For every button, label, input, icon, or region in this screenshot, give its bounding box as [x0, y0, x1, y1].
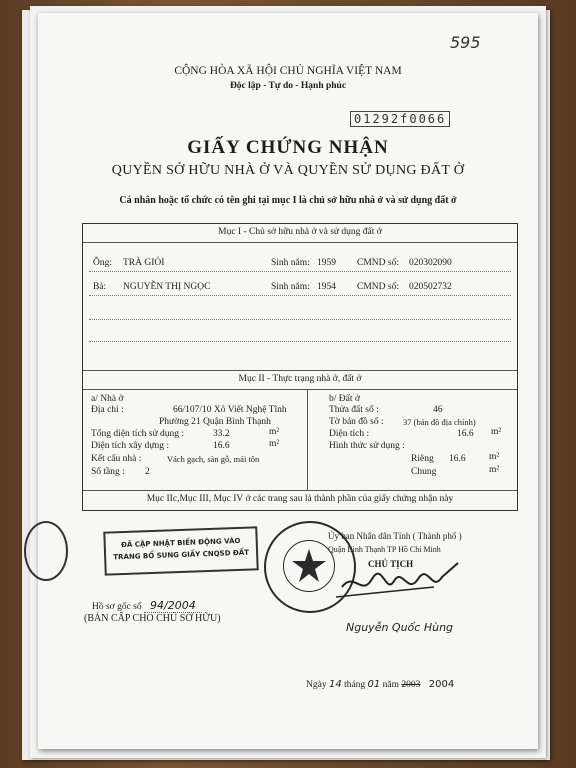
day-value: 14	[328, 679, 342, 690]
intro-line: Cá nhân hoặc tổ chức có tên ghi tại mục I là chủ sở hữu nhà ở và sử dụng đất ở	[119, 195, 457, 206]
land-label: b/ Đất ở	[329, 394, 360, 404]
records-label: Hồ sơ gốc số	[92, 602, 142, 612]
copy-note: (BẢN CẤP CHO CHỦ SỞ HỮU)	[84, 613, 221, 624]
seal-emblem	[283, 540, 335, 592]
land-area: 16.6	[457, 429, 474, 439]
land-area-label: Diện tích :	[329, 429, 370, 439]
records-number: 94/2004	[144, 599, 202, 613]
partial-seal-left	[24, 521, 68, 581]
address-label: Địa chỉ :	[91, 405, 124, 415]
id-label: CMND số:	[357, 258, 399, 268]
private-area: 16.6	[449, 454, 466, 464]
records-line	[92, 599, 202, 612]
shared-label: Chung	[411, 467, 437, 477]
update-stamp-line2: TRANG BỔ SUNG GIẤY CNQSD ĐẤT	[113, 548, 250, 562]
month-label: tháng	[344, 680, 366, 690]
private-label: Riêng	[411, 454, 434, 464]
month-value: 01	[367, 679, 381, 690]
birth-year: 1954	[317, 282, 336, 292]
map-number: 37 (bản đồ địa chính)	[403, 417, 476, 427]
owner-name: NGUYỄN THỊ NGỌC	[123, 282, 211, 292]
map-label: Tờ bản đồ số :	[329, 417, 384, 427]
handwritten-number: 595	[450, 33, 481, 52]
section2-heading: Mục II - Thực trạng nhà ở, đất ở	[238, 374, 362, 384]
serial-box	[350, 110, 450, 128]
area-unit: m²	[269, 427, 280, 437]
certificate-page	[38, 13, 538, 749]
day-label: Ngày	[306, 680, 327, 690]
id-number: 020502732	[409, 282, 452, 292]
issuer-role: CHỦ TỊCH	[368, 559, 414, 569]
nation-heading: CỘNG HÒA XÃ HỘI CHỦ NGHĨA VIỆT NAM	[174, 65, 402, 77]
section1-heading: Mục I - Chủ sở hữu nhà ở và sử dụng đất ở	[218, 227, 382, 237]
use-label: Hình thức sử dụng :	[329, 441, 405, 451]
birth-label: Sinh năm:	[271, 258, 310, 268]
structure-label: Kết cấu nhà :	[91, 454, 142, 464]
owner-name: TRÀ GIỎI	[123, 258, 165, 268]
structure-value: Vách gạch, sàn gỗ, mái tôn	[167, 454, 260, 464]
issuer-authority: Ủy ban Nhân dân Tỉnh ( Thành phố )	[328, 531, 462, 541]
signer-name: Nguyễn Quốc Hùng	[346, 621, 454, 634]
house-label: a/ Nhà ở	[91, 394, 124, 404]
area-unit: m²	[489, 452, 500, 462]
parcel-label: Thửa đất số :	[329, 405, 379, 415]
star-icon	[284, 541, 334, 591]
serial-number: 01292f0066	[350, 111, 450, 127]
built-area-label: Diện tích xây dựng :	[91, 441, 169, 451]
total-area-label: Tổng diện tích sử dụng :	[91, 429, 185, 439]
signature-scribble	[334, 557, 466, 603]
issuer-district: Quận Bình Thạnh TP Hồ Chí Minh	[328, 545, 441, 554]
area-unit: m²	[491, 427, 502, 437]
address-line-2: Phường 21 Quận Bình Thạnh	[159, 417, 271, 427]
certificate-title: GIẤY CHỨNG NHẬN	[187, 137, 389, 158]
area-unit: m²	[489, 465, 500, 475]
owner-title: Ông:	[93, 258, 112, 268]
main-table	[82, 223, 518, 511]
year-printed: 2003	[401, 680, 421, 690]
issue-date	[306, 679, 454, 690]
built-area: 16.6	[213, 441, 230, 451]
update-stamp	[103, 526, 258, 575]
id-number: 020302090	[409, 258, 452, 268]
certificate-subtitle: QUYỀN SỞ HỮU NHÀ Ở VÀ QUYỀN SỬ DỤNG ĐẤT Ở	[111, 163, 465, 178]
birth-year: 1959	[317, 258, 336, 268]
year-corrected: 2004	[428, 679, 455, 690]
area-unit: m²	[269, 439, 280, 449]
address-line-1: 66/107/10 Xô Viết Nghệ Tĩnh	[173, 405, 287, 415]
owner-title: Bà:	[93, 282, 107, 292]
footer-note: Mục IIc,Mục III, Mục IV ở các trang sau là thành phần của giấy chứng nhận này	[146, 494, 454, 504]
id-label: CMND số:	[357, 282, 399, 292]
parcel-number: 46	[433, 405, 443, 415]
motto: Độc lập - Tự do - Hạnh phúc	[229, 81, 347, 91]
floors-label: Số tầng :	[91, 467, 125, 477]
update-stamp-line1: ĐÃ CẬP NHẬT BIẾN ĐỘNG VÀO	[120, 536, 241, 550]
year-label: năm	[382, 680, 400, 690]
birth-label: Sinh năm:	[271, 282, 310, 292]
total-area: 33.2	[213, 429, 230, 439]
floors-value: 2	[145, 467, 150, 477]
